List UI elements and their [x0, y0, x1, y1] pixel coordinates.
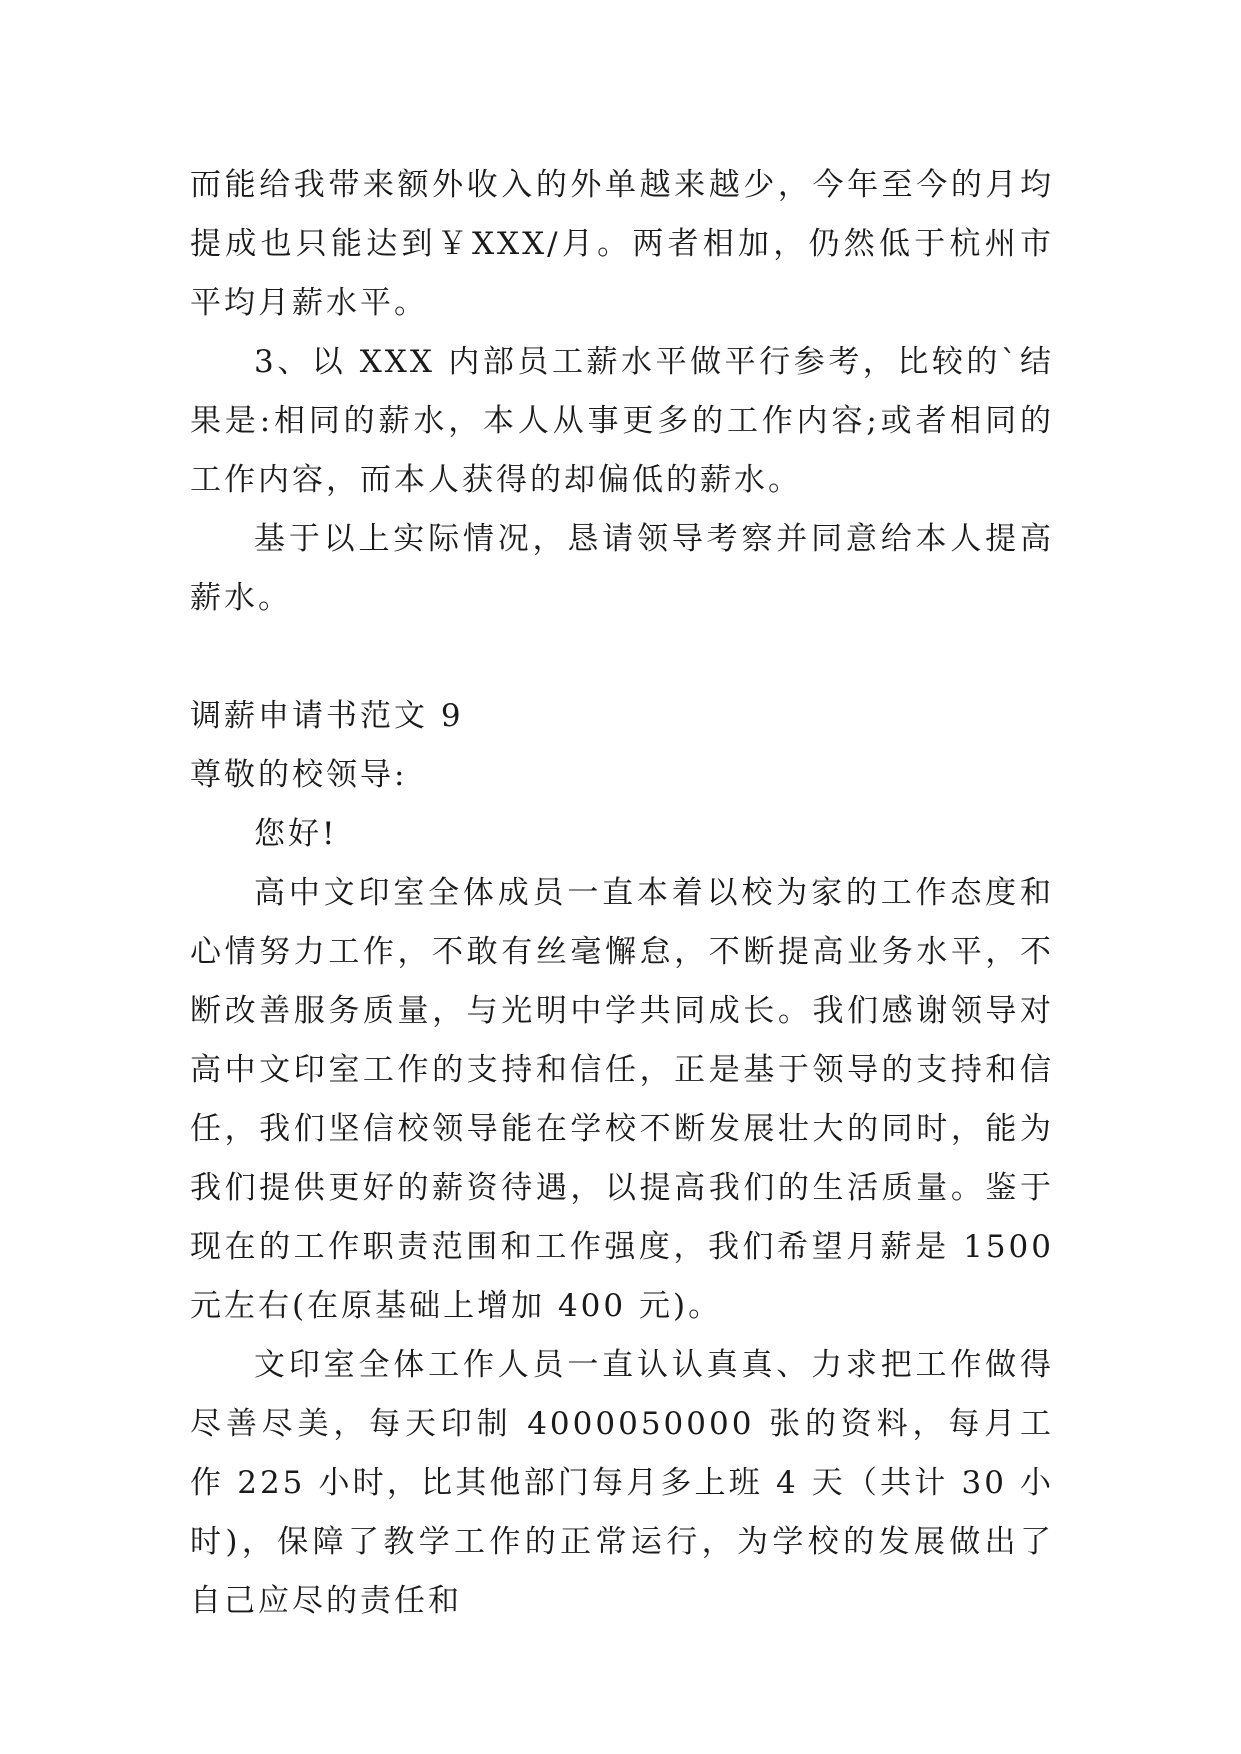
greeting: 您好! [254, 816, 338, 852]
body-paragraph-1: 高中文印室全体成员一直本着以校为家的工作态度和心情努力工作，不敢有丝毫懈怠，不断提高业务水平，不断改善服务质量，与光明中学共同成长。我们感谢领导对高中文印室工作的支持和信任，正是基于领导的支持和信任，我们坚信校领导能在学校不断发展壮大的同时，能为我们提供更好的薪资待遇，以提高我们的生活质量。鉴于现在的工作职责范围和工作强度，我们希望月薪是 1500 元左右(在原基础上增加 400 元)。 [190, 875, 1054, 1324]
body-paragraph-2: 文印室全体工作人员一直认认真真、力求把工作做得尽善尽美，每天印制 4000050000 张的资料，每月工作 225 小时，比其他部门每月多上班 4 天（共计 30 小时)，保障了教学工作的正常运行，为学校的发展做出了自己应尽的责任和 [190, 1347, 1054, 1619]
section-gap [190, 628, 1054, 687]
paragraph-continuation: 而能给我带来额外收入的外单越来越少，今年至今的月均提成也只能达到￥XXX/月。两者相加，仍然低于杭州市平均月薪水平。 [190, 167, 1054, 321]
salutation: 尊敬的校领导: [190, 757, 408, 793]
paragraph-request: 基于以上实际情况，恳请领导考察并同意给本人提高薪水。 [190, 521, 1054, 616]
paragraph-point-3: 3、以 XXX 内部员工薪水平做平行参考，比较的`结果是:相同的薪水，本人从事更多的工作内容;或者相同的工作内容，而本人获得的却偏低的薪水。 [190, 344, 1054, 498]
section-title: 调薪申请书范文 9 [190, 698, 464, 734]
document-content [190, 156, 1054, 1631]
